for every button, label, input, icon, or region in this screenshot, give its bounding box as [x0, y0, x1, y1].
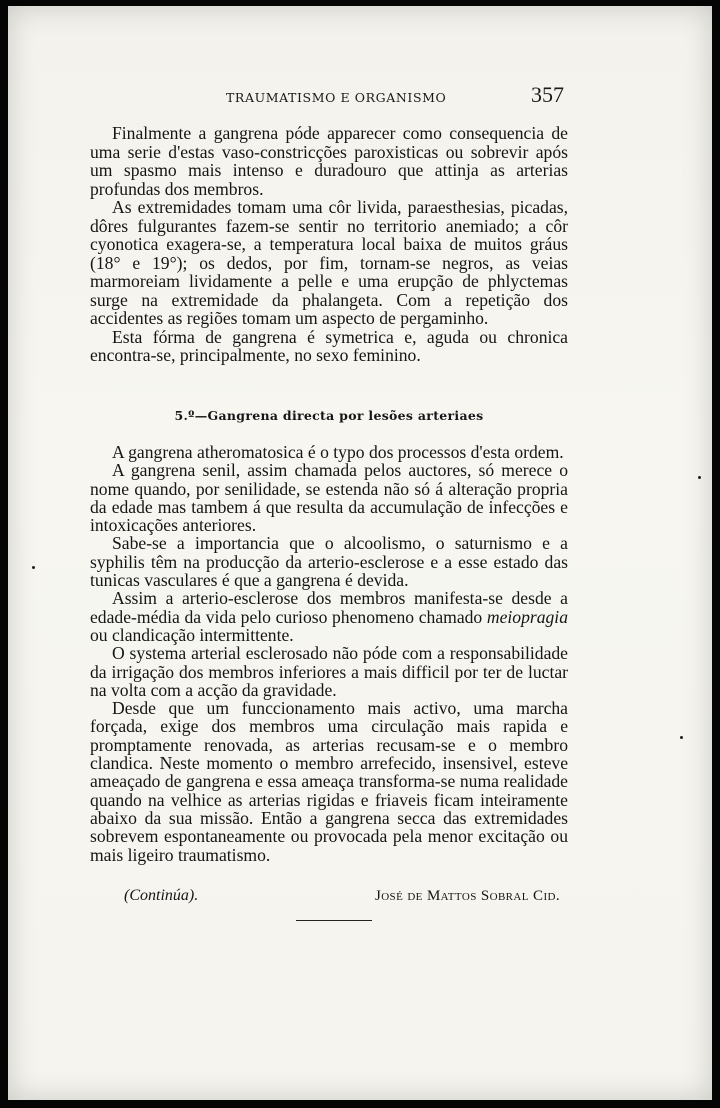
document-page	[8, 6, 712, 1100]
body-text-top	[90, 124, 568, 365]
paragraph: Finalmente a gangrena póde apparecer como consequencia de uma serie d'estas vaso-constricções paroxisticas ou sobrevir após um spasmo mais intenso e duradouro que attinja as arterias profundas dos membros.	[90, 123, 568, 199]
emphasis-term: meiopragia	[486, 606, 568, 627]
scan-speck	[698, 476, 701, 479]
page-number: 357	[531, 82, 564, 107]
paragraph-meiopragia	[90, 589, 568, 644]
paragraph: Esta fórma de gangrena é symetrica e, aguda ou chronica encontra-se, principalmente, no sexo feminino.	[90, 326, 568, 365]
text-run: Assim a arterio-esclerose dos membros manifesta-se desde a edade-média da vida pelo curioso phenomeno chamado	[90, 588, 568, 627]
paragraph: A gangrena senil, assim chamada pelos auctores, só merece o nome quando, por senilidade, se estenda não só á alteração propria da edade mas tambem á que resulta da accumulação de infecções e intoxicações anteriores.	[90, 460, 568, 536]
paragraph: A gangrena atheromatosica é o typo dos processos d'esta ordem.	[112, 442, 564, 462]
scan-speck	[680, 736, 683, 739]
continua-note: (Continúa).	[124, 887, 199, 904]
end-rule-divider	[296, 920, 372, 921]
paragraph: O systema arterial esclerosado não póde com a responsabilidade da irrigação dos membros inferiores a mais difficil por ter de luctar na volta com a acção da gravidade.	[90, 643, 568, 700]
paragraph: Sabe-se a importancia que o alcoolismo, o saturnismo e a syphilis têm na producção da arterio-esclerose e a esse estado das tunicas vasculares é que a gangrena é devida.	[90, 533, 568, 591]
text-run: ou clandicação intermittente.	[90, 624, 294, 645]
author-signature: José de Mattos Sobral Cid.	[374, 888, 560, 904]
body-text-bottom	[90, 443, 568, 864]
signature-line	[90, 887, 568, 909]
paragraph: Desde que um funccionamento mais activo, uma marcha forçada, exige dos membros uma circulação mais rapida e promptamente renovada, as arterias recusam-se e o membro clandica. Neste momento o membro arrefecido, insensivel, esteve ameaçado de gangrena e essa ameaça transforma-se numa realidade quando na velhice as arterias rigidas e friaveis ficam inteiramente abaixo da sua missão. Então a gangrena secca das extremidades sobrevem espontaneamente ou provocada pela menor excitação ou mais ligeiro traumatismo.	[90, 698, 568, 865]
scan-speck	[32, 566, 35, 569]
paragraph: As extremidades tomam uma côr livida, paraesthesias, picadas, dôres fulgurantes fazem-se sentir no territorio anemiado; a côr cyonotica exagera-se, a temperatura local baixa de muitos gráus (18° e 19°); os dedos, por fim, tornam-se negros, as veias marmoreiam lividamente a pelle e uma erupção de phlyctemas surge na extremidade da phalangeta. Com a repetição dos accidentes as regiões tomam um aspecto de pergaminho.	[90, 197, 568, 328]
page-header	[8, 82, 712, 114]
section-heading: 5.º—Gangrena directa por lesões arteriaes	[174, 408, 484, 423]
running-title: TRAUMATISMO E ORGANISMO	[226, 90, 447, 105]
